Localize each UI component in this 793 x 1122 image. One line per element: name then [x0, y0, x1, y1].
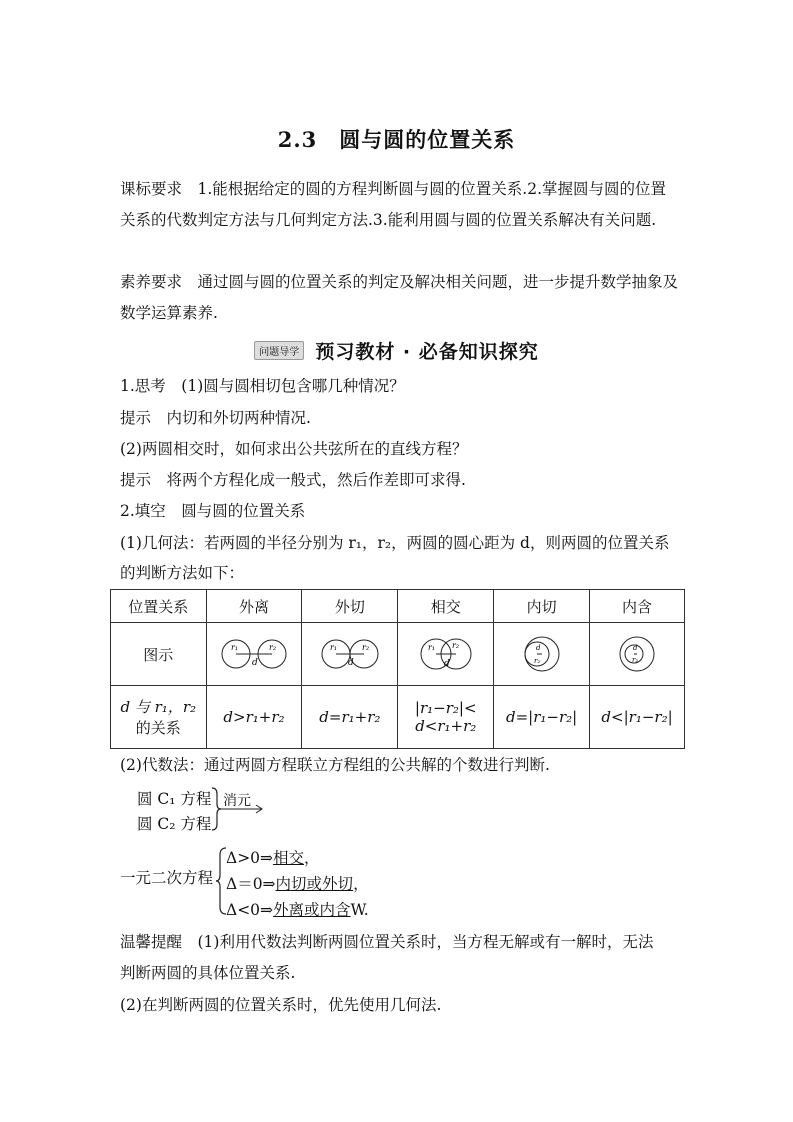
table-header-cell: 相交 [398, 590, 494, 623]
standard-requirement: 课标要求 1.能根据给定的圆的方程判断圆与圆的位置关系.2.掌握圆与圆的位置关系的代数判定方法与几何判定方法.3.能利用圆与圆的位置关系解决有关问题. [120, 180, 667, 229]
relation-intersect [398, 686, 494, 749]
case-negative-punct: W. [350, 901, 369, 919]
fig-label-r1: r₁ [329, 643, 337, 652]
table-header-cell: 内含 [590, 590, 685, 623]
case-negative-answer: 外离或内含 [273, 901, 351, 919]
think-question-2: (2)两圆相交时，如何求出公共弦所在的直线方程？ [120, 440, 468, 458]
case-zero-answer: 内切或外切 [275, 875, 354, 893]
tip-line-2: 判断两圆的具体位置关系. [120, 964, 296, 982]
equation-c2: 圆 C₂ 方程 [137, 815, 212, 833]
case-zero [226, 872, 369, 894]
case-positive-condition: Δ>0⇒ [226, 849, 274, 867]
external-tangent-figure [310, 631, 390, 677]
case-negative-condition: Δ<0⇒ [226, 901, 274, 919]
relation-row-label [111, 686, 207, 749]
figure-intersect-cell [398, 623, 494, 686]
relation-contain: d<|r₁−r₂| [590, 686, 685, 749]
figure-separate-cell [206, 623, 302, 686]
fig-label-r1: r₁ [230, 643, 238, 652]
table-header-cell: 外离 [206, 590, 302, 623]
separate-circles-figure [214, 631, 294, 677]
geometry-method-line-2: 的判断方法如下： [120, 564, 245, 582]
case-negative [226, 898, 369, 920]
case-positive [226, 846, 320, 868]
case-zero-condition: Δ＝0⇒ [226, 875, 276, 893]
section-badge: 问题导学 [254, 341, 304, 360]
tip-line-1: 温馨提醒 (1)利用代数法判断两圆位置关系时，当方程无解或有一解时，无法 [120, 933, 654, 951]
algebra-method-line: (2)代数法：通过两圆方程联立方程组的公共解的个数进行判断. [120, 756, 550, 774]
quadratic-equation: 一元二次方程 [120, 869, 214, 887]
eliminate-label: 消元 [223, 793, 251, 809]
fig-label-r2: r₂ [451, 641, 459, 650]
table-header-cell: 外切 [302, 590, 398, 623]
fig-label-d: d [535, 644, 541, 652]
figure-row-label: 图示 [111, 623, 207, 686]
case-positive-punct: ， [304, 849, 320, 867]
fig-label-r1: r₁ [427, 643, 435, 652]
fig-label-r2: r₂ [632, 656, 639, 664]
fill-heading: 2.填空 圆与圆的位置关系 [120, 502, 306, 520]
think-answer-1: 提示 内切和外切两种情况. [120, 409, 311, 427]
fig-label-d: d [251, 658, 258, 668]
internal-tangent-figure [502, 631, 582, 677]
table-relation-row [111, 686, 685, 749]
relation-intersect-line-1: |r₁−r₂|< [414, 699, 477, 717]
case-positive-answer: 相交 [273, 849, 305, 867]
contained-circles-figure [597, 631, 677, 677]
relation-internal-tangent: d=|r₁−r₂| [494, 686, 590, 749]
fig-label-d: d [347, 658, 354, 668]
relation-label-line-2: 的关系 [135, 719, 181, 737]
tip-line-3: (2)在判断两圆的位置关系时，优先使用几何法. [120, 996, 442, 1014]
think-question-1: 1.思考 (1)圆与圆相切包含哪几种情况？ [120, 377, 405, 395]
literacy-requirement: 素养要求 通过圆与圆的位置关系的判定及解决相关问题，进一步提升数学抽象及数学运算素养. [120, 273, 679, 322]
relation-label-line-1: d 与 r₁，r₂ [120, 698, 197, 716]
figure-contain-cell [590, 623, 685, 686]
figure-external-tangent-cell [302, 623, 398, 686]
think-answer-2: 提示 将两个方程化成一般式，然后作差即可求得. [120, 471, 466, 489]
intersecting-circles-figure [406, 631, 486, 677]
table-header-cell: 内切 [494, 590, 590, 623]
relation-intersect-line-2: d<r₁+r₂ [415, 717, 477, 735]
table-figure-row [111, 623, 685, 686]
equation-c1: 圆 C₁ 方程 [137, 790, 212, 808]
relation-separate: d>r₁+r₂ [206, 686, 302, 749]
table-header-row [111, 590, 685, 623]
relation-table [110, 589, 685, 749]
section-title: 预习教材 · 必备知识探究 [315, 341, 539, 363]
fig-label-d: d [443, 659, 450, 669]
fig-label-d: d [633, 644, 638, 652]
relation-external-tangent: d=r₁+r₂ [302, 686, 398, 749]
page-title: 2.3 圆与圆的位置关系 [277, 127, 516, 152]
fig-label-r2: r₂ [268, 643, 276, 652]
figure-internal-tangent-cell [494, 623, 590, 686]
section-header [0, 337, 793, 364]
fig-label-r2: r₂ [533, 657, 540, 665]
fig-label-r2: r₂ [361, 643, 369, 652]
geometry-method-line-1: (1)几何法：若两圆的半径分别为 r₁，r₂，两圆的圆心距为 d，则两圆的位置关系 [120, 534, 670, 552]
case-zero-punct: ， [353, 875, 369, 893]
table-header-cell: 位置关系 [111, 590, 207, 623]
